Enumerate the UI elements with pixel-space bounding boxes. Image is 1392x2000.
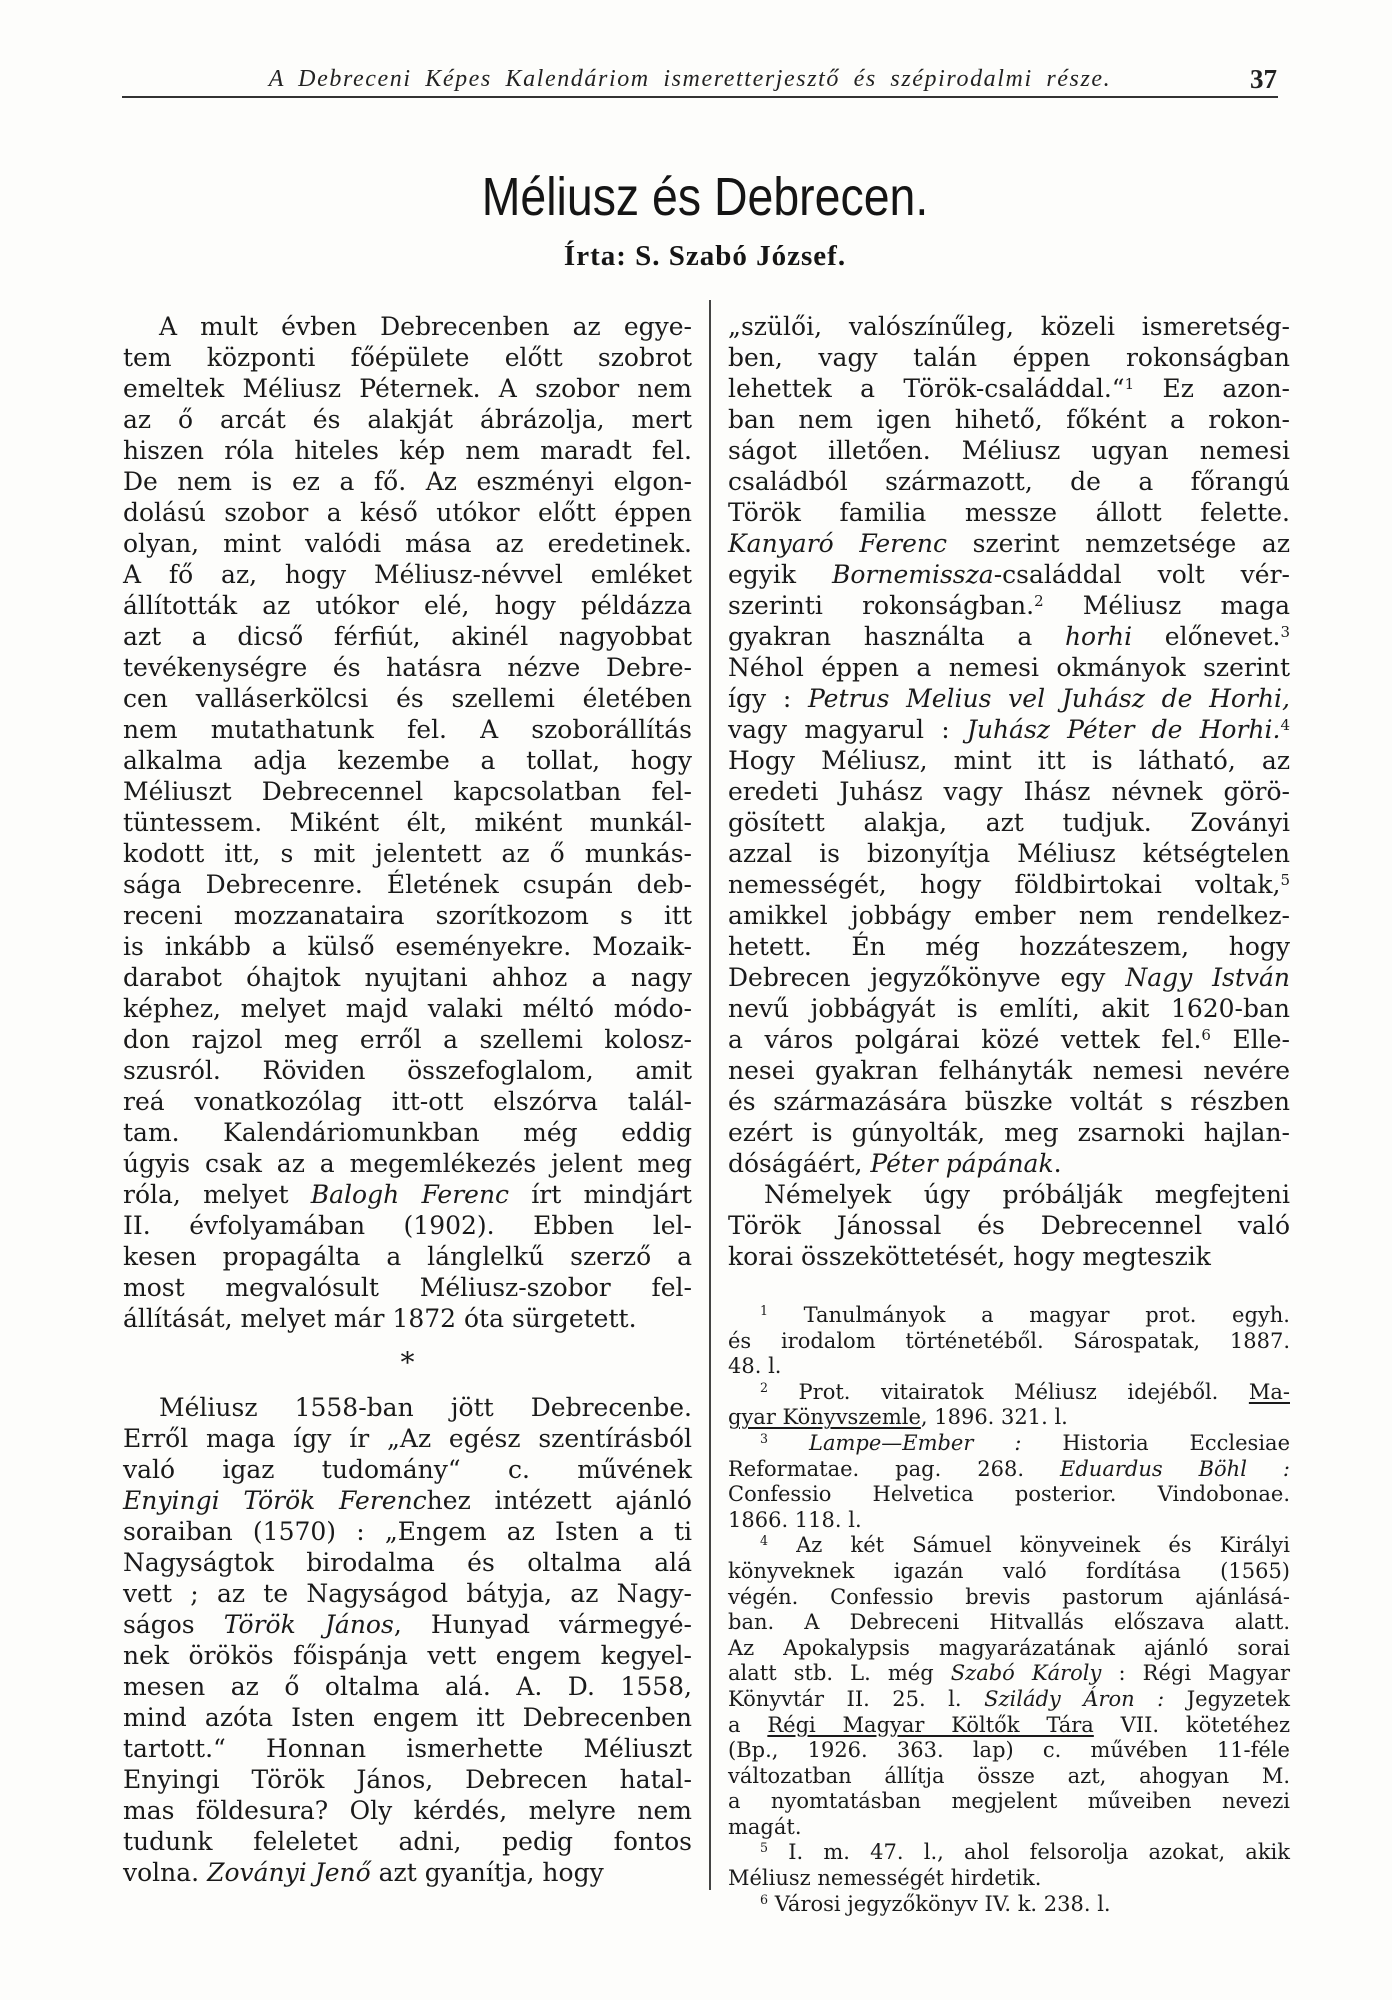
text-run: , 1896. 321. l.	[920, 1405, 1068, 1430]
text-run: Az két Sámuel könyveinek és Királyi	[768, 1533, 1290, 1558]
text-line	[123, 1795, 692, 1826]
text-run: -családdal volt vér-	[993, 560, 1291, 589]
footnote-reference: 5	[1280, 870, 1290, 889]
text-run: korai összeköttetését, hogy megteszik	[728, 1242, 1211, 1271]
text-run: Jegyzetek	[1164, 1686, 1290, 1711]
text-line	[123, 590, 692, 621]
text-line	[728, 1533, 1290, 1559]
text-line	[728, 373, 1290, 404]
text-run: Könyvtár II. 25. l.	[728, 1686, 985, 1711]
text-line	[123, 466, 692, 497]
text-run: I. m. 47. l., ahol felsorolja azokat, akik	[768, 1840, 1290, 1865]
text-line	[123, 435, 692, 466]
text-line	[728, 1661, 1290, 1687]
text-run: az ő arcát és alakját ábrázolja, mert	[123, 405, 692, 434]
text-line	[728, 1024, 1290, 1055]
text-run: Török Jánossal és Debrecennel való	[728, 1211, 1290, 1240]
text-run: és származására büszke voltát s részben	[728, 1087, 1290, 1116]
text-run: amikkel jobbágy ember nem rendelkez-	[728, 901, 1290, 930]
text-line	[728, 1329, 1290, 1355]
text-run: nevű jobbágyát is említi, akit 1620-ban	[728, 994, 1290, 1023]
text-line	[123, 1733, 692, 1764]
text-line	[728, 1148, 1290, 1179]
column-divider	[709, 300, 711, 1890]
text-run: Debrecen jegyzőkönyve egy	[728, 963, 1126, 992]
text-run: lehettek a Török-családdal.“	[728, 374, 1125, 403]
footnote	[728, 1431, 1290, 1533]
text-line	[728, 962, 1290, 993]
text-run: mind azóta Isten engem itt Debrecenben	[123, 1703, 692, 1732]
text-run: Városi jegyzőkönyv IV. k. 238. l.	[768, 1891, 1111, 1916]
footnote-reference: 3	[1280, 622, 1290, 641]
text-line	[728, 1687, 1290, 1713]
text-line	[123, 1055, 692, 1086]
text-run: és irodalom történetéből. Sárospatak, 1887.	[728, 1328, 1290, 1353]
text-run: Némelyek úgy próbálják megfejteni	[764, 1180, 1290, 1209]
footnote-reference: 6	[1201, 1025, 1211, 1044]
text-run: reá vonatkozólag itt-ott elszórva talál-	[123, 1087, 692, 1116]
footnote-reference: 2	[760, 1379, 769, 1395]
text-line	[728, 1866, 1290, 1892]
underlined-text: Ma-	[1248, 1379, 1290, 1404]
text-line	[728, 869, 1290, 900]
text-run: Hogy Méliusz, mint itt is látható, az	[728, 746, 1290, 775]
text-line	[728, 1431, 1290, 1457]
text-run: Elle-	[1210, 1025, 1290, 1054]
text-run: Méliusz 1558-ban jött Debrecenbe.	[159, 1393, 692, 1422]
footnote	[728, 1533, 1290, 1840]
text-line	[123, 1210, 692, 1241]
text-run: is inkább a külső eseményekre. Mozaik-	[123, 932, 692, 961]
text-run: Historia Ecclesiae	[1021, 1430, 1290, 1455]
text-run: mesen az ő oltalma alá. A. D. 1558,	[123, 1672, 692, 1701]
text-run: azzal is bizonyítja Méliusz kétségtelen	[728, 839, 1290, 868]
text-line	[728, 1055, 1290, 1086]
text-run: Reformatae. pag. 268.	[728, 1456, 1061, 1481]
article-byline: Írta: S. Szabó József.	[563, 240, 847, 272]
text-run: írt mindjárt	[509, 1180, 692, 1209]
text-run: don rajzol meg erről a szellemi kolosz-	[123, 1025, 692, 1054]
text-line	[728, 1789, 1290, 1815]
right-column	[728, 311, 1290, 1917]
text-run: Enyingi Török János, Debrecen hatal-	[123, 1765, 692, 1794]
text-run: Méliusz maga	[1043, 591, 1290, 620]
text-run: azt a dicső férfiút, akinél nagyobbat	[123, 622, 692, 651]
text-line	[728, 590, 1290, 621]
text-line	[728, 1241, 1290, 1272]
text-run: a nyomtatásban megjelent műveiben nevezi	[728, 1789, 1290, 1814]
page-number: 37	[1250, 64, 1277, 94]
text-line	[123, 528, 692, 559]
text-line	[728, 342, 1290, 373]
text-line	[123, 1148, 692, 1179]
text-run: róla, melyet	[123, 1180, 311, 1209]
text-run: De nem is ez a fő. Az eszményi elgon-	[123, 467, 692, 496]
text-run: képhez, melyet majd valaki méltó módo-	[123, 994, 692, 1023]
italic-text: Török János	[223, 1610, 394, 1639]
text-line	[123, 1857, 692, 1888]
text-line	[728, 1713, 1290, 1739]
text-run: ben, vagy talán éppen rokonságban	[728, 343, 1290, 372]
footnote-reference: 4	[760, 1533, 769, 1549]
text-run: úgyis csak az a megemlékezés jelent meg	[123, 1149, 692, 1178]
text-run: Méliusz nemességét hirdetik.	[728, 1866, 1042, 1891]
footnote	[728, 1380, 1290, 1431]
text-run: változatban állítja össze azt, ahogyan M.	[728, 1763, 1290, 1788]
text-run: Török familia messze állott felette.	[728, 498, 1290, 527]
text-run: tüntessem. Miként élt, miként munkál-	[123, 808, 692, 837]
italic-text: Zoványi Jenő	[207, 1858, 371, 1887]
text-line	[728, 1840, 1290, 1866]
text-run: szerint nemzetsége az	[947, 529, 1290, 558]
left-column	[123, 311, 692, 1888]
text-line	[728, 1636, 1290, 1662]
text-line	[728, 1585, 1290, 1611]
text-line	[728, 1738, 1290, 1764]
text-run: családból származott, de a főrangú	[728, 467, 1290, 496]
text-run: szusról. Röviden összefoglalom, amit	[123, 1056, 692, 1085]
text-line	[123, 621, 692, 652]
text-line	[728, 1764, 1290, 1790]
italic-text: Bornemissza	[831, 560, 994, 589]
text-run: (Bp., 1926. 363. lap) c. művében 11-féle	[728, 1738, 1290, 1763]
text-line	[123, 1671, 692, 1702]
text-run: ezért is gúnyolták, meg zsarnoki hajlan-	[728, 1118, 1290, 1147]
text-line	[728, 652, 1290, 683]
text-run: Méliuszt Debrecennel kapcsolatban fel-	[123, 777, 692, 806]
text-run: ságos	[123, 1610, 224, 1639]
text-line	[728, 1179, 1290, 1210]
text-line	[123, 1578, 692, 1609]
text-line	[123, 683, 692, 714]
text-line	[728, 1354, 1290, 1380]
text-run: ban. A Debreceni Hitvallás előszava alatt.	[728, 1610, 1290, 1635]
footnote-reference: 3	[760, 1431, 769, 1447]
text-run: nemességét, hogy földbirtokai voltak,	[728, 870, 1281, 899]
text-run: Confessio Helvetica posterior. Vindobonae.	[728, 1482, 1290, 1507]
text-line	[123, 1826, 692, 1857]
text-line	[123, 1485, 692, 1516]
italic-text: Lampe—Ember :	[809, 1430, 1022, 1455]
text-run: a	[728, 1712, 768, 1737]
italic-text: Nagy István	[1125, 963, 1290, 992]
text-line	[123, 404, 692, 435]
text-line	[728, 745, 1290, 776]
text-line	[123, 900, 692, 931]
italic-text: Juhász Péter de Horhi.	[966, 715, 1281, 744]
text-run: alkalma adja kezembe a tollat, hogy	[123, 746, 692, 775]
text-line	[123, 1024, 692, 1055]
text-run: vett ; az te Nagyságod bátyja, az Nagy-	[123, 1579, 692, 1608]
text-run: azt gyanítja, hogy	[370, 1858, 604, 1887]
text-line	[728, 993, 1290, 1024]
text-line	[123, 838, 692, 869]
text-line	[123, 1609, 692, 1640]
text-line	[123, 652, 692, 683]
text-line	[728, 776, 1290, 807]
text-run: eredeti Juhász vagy Ihász névnek görö-	[728, 777, 1290, 806]
text-line	[123, 1272, 692, 1303]
text-line	[728, 1086, 1290, 1117]
text-run: Prot. vitairatok Méliusz idejéből.	[768, 1379, 1249, 1404]
text-line	[123, 1702, 692, 1733]
text-line	[728, 931, 1290, 962]
text-run: olyan, mint valódi mása az eredetinek.	[123, 529, 692, 558]
text-run: könyveknek igazán való fordítása (1565)	[728, 1558, 1290, 1583]
text-run: alatt stb. L. még	[728, 1661, 951, 1686]
text-run: gyakran használta a	[728, 622, 1065, 651]
text-line	[123, 559, 692, 590]
text-line	[728, 559, 1290, 590]
footnote-reference: 5	[760, 1840, 769, 1856]
text-run: Ez azon-	[1134, 374, 1290, 403]
text-run: való igaz tudomány“ c. művének	[123, 1455, 692, 1484]
text-run: mas földesura? Oly kérdés, melyre nem	[123, 1796, 692, 1825]
article-title: Méliusz és Debrecen.	[481, 167, 929, 227]
italic-text: horhi	[1064, 622, 1133, 651]
text-run: Erről maga így ír „Az egész szentírásból	[123, 1424, 692, 1453]
text-line	[728, 900, 1290, 931]
text-line	[728, 528, 1290, 559]
text-line	[123, 993, 692, 1024]
paragraph	[728, 311, 1290, 1179]
text-run: egyik	[728, 560, 832, 589]
text-line	[728, 497, 1290, 528]
text-run: Nagyságtok birodalma és oltalma alá	[123, 1548, 692, 1577]
section-separator: *	[400, 1346, 415, 1379]
text-run: magát.	[728, 1814, 802, 1839]
text-run: Néhol éppen a nemesi okmányok szerint	[728, 653, 1290, 682]
text-run: hez intézett ajánló	[426, 1486, 692, 1515]
text-run: nem mutathatunk fel. A szoborállítás	[123, 715, 692, 744]
underlined-text: Régi Magyar Költők Tára	[767, 1712, 1094, 1737]
text-line	[728, 683, 1290, 714]
text-line	[123, 807, 692, 838]
text-line	[123, 776, 692, 807]
text-line	[728, 1482, 1290, 1508]
text-line	[728, 1610, 1290, 1636]
paragraph	[123, 311, 692, 1334]
paragraph	[728, 1179, 1290, 1272]
text-line	[123, 714, 692, 745]
text-run: sága Debrecenre. Életének csupán deb-	[123, 870, 692, 899]
footnote	[728, 1892, 1290, 1918]
text-run: gösített alakja, azt tudjuk. Zoványi	[728, 808, 1290, 837]
text-run: volna.	[123, 1858, 208, 1887]
footnote	[728, 1303, 1290, 1380]
text-run: dolású szobor a késő utókor előtt éppen	[123, 498, 692, 527]
text-run: : Régi Magyar	[1101, 1661, 1291, 1686]
underlined-text: gyar Könyvszemle	[728, 1405, 921, 1430]
text-run: A mult évben Debrecenben az egye-	[159, 312, 692, 341]
text-line	[728, 1508, 1290, 1534]
text-line	[123, 1086, 692, 1117]
text-run: kesen propagálta a lánglelkű szerző a	[123, 1242, 692, 1271]
text-line	[728, 807, 1290, 838]
italic-text: Szabó Károly	[950, 1661, 1102, 1686]
text-run: tartott.“ Honnan ismerhette Méliuszt	[123, 1734, 692, 1763]
text-run: hiszen róla hiteles kép nem maradt fel.	[123, 436, 692, 465]
italic-text: Eduardus Böhl :	[1060, 1456, 1290, 1481]
text-line	[728, 1892, 1290, 1918]
text-run: Tanulmányok a magyar prot. egyh.	[768, 1303, 1290, 1327]
footnote	[728, 1840, 1290, 1891]
text-run: cen valláserkölcsi és szellemi életében	[123, 684, 692, 713]
text-run: ban nem igen hihető, főként a rokon-	[728, 405, 1290, 434]
text-line	[728, 1380, 1290, 1406]
text-line	[123, 1764, 692, 1795]
text-run: ságot illetően. Méliusz ugyan nemesi	[728, 436, 1290, 465]
text-line	[728, 1210, 1290, 1241]
text-run: dóságáért,	[728, 1149, 871, 1178]
text-run: soraiban (1570) : „Engem az Isten a ti	[123, 1517, 692, 1546]
text-run: tudunk feleletet adni, pedig fontos	[123, 1827, 692, 1856]
text-run: nek örökös főispánja vett engem kegyel-	[123, 1641, 692, 1670]
text-run: a város polgárai közé vettek fel.	[728, 1025, 1202, 1054]
text-line	[728, 466, 1290, 497]
footnotes	[728, 1303, 1290, 1917]
italic-text: Szilády Áron :	[984, 1686, 1165, 1711]
text-run	[768, 1431, 809, 1455]
text-line	[123, 1117, 692, 1148]
text-run: vagy magyarul :	[728, 715, 967, 744]
text-line	[123, 869, 692, 900]
footnote-reference: 1	[760, 1303, 769, 1319]
header-rule	[122, 96, 1278, 98]
text-line	[728, 1117, 1290, 1148]
italic-text: Petrus Melius vel Juhász de Horhi,	[807, 684, 1290, 713]
text-run: nesei gyakran felhányták nemesi nevére	[728, 1056, 1290, 1085]
text-run: Az Apokalypsis magyarázatának ajánló sorai	[728, 1635, 1290, 1660]
text-run: .	[1053, 1149, 1062, 1178]
text-line	[123, 1241, 692, 1272]
text-line	[123, 745, 692, 776]
text-run: A fő az, hogy Méliusz-névvel emléket	[123, 560, 692, 589]
text-run: II. évfolyamában (1902). Ebben lel-	[123, 1211, 692, 1240]
text-line	[123, 1516, 692, 1547]
text-line	[728, 621, 1290, 652]
paragraph	[123, 1392, 692, 1888]
text-line	[123, 1179, 692, 1210]
text-line	[728, 404, 1290, 435]
text-run: tem központi főépülete előtt szobrot	[123, 343, 692, 372]
text-line	[728, 714, 1290, 745]
italic-text: Balogh Ferenc	[310, 1180, 510, 1209]
text-run: tam. Kalendáriomunkban még eddig	[123, 1118, 692, 1147]
text-run: állították az utókor elé, hogy példázza	[123, 591, 692, 620]
text-run: előnevet.	[1132, 622, 1281, 651]
text-line	[123, 373, 692, 404]
text-run: így :	[728, 684, 808, 713]
text-line	[728, 1303, 1290, 1329]
text-line	[123, 931, 692, 962]
text-run: emeltek Méliusz Péternek. A szobor nem	[123, 374, 692, 403]
italic-text: Enyingi Török Ferenc	[123, 1486, 427, 1515]
italic-text: Kanyaró Ferenc	[728, 529, 947, 558]
text-line	[123, 1547, 692, 1578]
text-line	[123, 311, 692, 342]
text-run: szerinti rokonságban.	[728, 591, 1035, 620]
text-run: kodott itt, s mit jelentett az ő munkás-	[123, 839, 692, 868]
text-line	[123, 1454, 692, 1485]
footnote-reference: 2	[1034, 591, 1044, 610]
text-run: darabot óhajtok nyujtani ahhoz a nagy	[123, 963, 692, 992]
text-run: végén. Confessio brevis pastorum ajánlásá-	[728, 1584, 1290, 1609]
text-run: 1866. 118. l.	[728, 1507, 862, 1532]
footnote-reference: 6	[760, 1891, 769, 1907]
text-run: receni mozzanataira szorítkozom s itt	[123, 901, 692, 930]
text-run: most megvalósult Méliusz-szobor fel-	[123, 1273, 692, 1302]
text-line	[123, 342, 692, 373]
text-line	[123, 962, 692, 993]
text-line	[728, 1815, 1290, 1841]
text-run: VII. kötetéhez	[1093, 1712, 1291, 1737]
footnote-reference: 1	[1124, 374, 1135, 393]
text-line	[123, 1423, 692, 1454]
text-line	[728, 1457, 1290, 1483]
text-run: , Hunyad vármegyé-	[393, 1610, 692, 1639]
running-title: A Debreceni Képes Kalendáriom ismeretterjesztő és szépirodalmi része.	[268, 66, 1112, 92]
text-run: állítását, melyet már 1872 óta sürgetett.	[123, 1304, 637, 1333]
text-run: hetett. Én még hozzáteszem, hogy	[728, 932, 1290, 961]
text-run: 48. l.	[728, 1354, 782, 1379]
text-line	[123, 497, 692, 528]
text-line	[728, 311, 1290, 342]
text-line	[728, 435, 1290, 466]
footnote-reference: 4	[1280, 715, 1290, 734]
text-run: „szülői, valószínűleg, közeli ismeretség-	[728, 312, 1290, 341]
text-line	[728, 1405, 1290, 1431]
text-line	[123, 1392, 692, 1423]
text-run: tevékenységre és hatásra nézve Debre-	[123, 653, 692, 682]
text-line	[728, 838, 1290, 869]
text-line	[123, 1303, 692, 1334]
text-line	[123, 1640, 692, 1671]
italic-text: Péter pápának	[870, 1149, 1054, 1178]
text-line	[728, 1559, 1290, 1585]
